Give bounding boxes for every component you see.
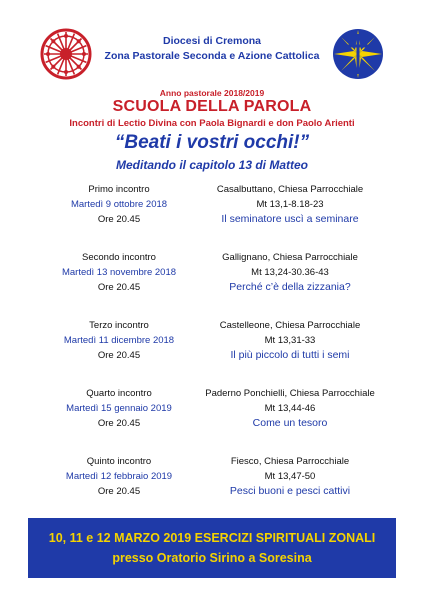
event-list <box>0 182 424 522</box>
event-theme: Pesci buoni e pesci cattivi <box>229 485 351 497</box>
event-label: Quinto incontro <box>86 456 152 467</box>
event-time: Ore 20.45 <box>97 418 141 429</box>
event-place: Casalbuttano, Chiesa Parrocchiale <box>216 184 364 195</box>
diocese-name: Diocesi di Cremona <box>162 35 262 47</box>
meditation-theme: Meditando il capitolo 13 di Matteo <box>115 158 308 172</box>
event-reference: Mt 13,31-33 <box>264 335 316 346</box>
event-label: Primo incontro <box>88 184 150 195</box>
event-item <box>0 250 424 318</box>
event-theme: Il più piccolo di tutti i semi <box>230 349 350 361</box>
event-place: Gallignano, Chiesa Parrocchiale <box>222 252 358 263</box>
event-item <box>0 318 424 386</box>
motto-quote: “Beati i vostri occhi!” <box>114 132 310 153</box>
event-date: Martedì 13 novembre 2018 <box>61 267 177 278</box>
event-place: Castelleone, Chiesa Parrocchiale <box>219 320 361 331</box>
event-reference: Mt 13,47-50 <box>264 471 316 482</box>
event-time: Ore 20.45 <box>97 350 141 361</box>
event-item <box>0 386 424 454</box>
event-theme: Il seminatore uscì a seminare <box>221 213 359 225</box>
retreat-dates: 10, 11 e 12 MARZO 2019 ESERCIZI SPIRITUALI ZONALI <box>48 531 376 545</box>
event-theme: Come un tesoro <box>252 417 328 429</box>
page-subtitle: Incontri di Lectio Divina con Paola Bignardi e don Paolo Arienti <box>69 118 355 129</box>
zone-name: Zona Pastorale Seconda e Azione Cattolica <box>104 50 320 62</box>
page-title: SCUOLA DELLA PAROLA <box>112 98 312 115</box>
retreat-location: presso Oratorio Sirino a Soresina <box>112 551 312 565</box>
event-reference: Mt 13,1-8.18-23 <box>256 199 324 210</box>
header <box>0 34 424 64</box>
event-date: Martedì 9 ottobre 2018 <box>70 199 168 210</box>
event-label: Secondo incontro <box>82 252 156 263</box>
event-item <box>0 454 424 522</box>
event-date: Martedì 12 febbraio 2019 <box>65 471 173 482</box>
event-time: Ore 20.45 <box>97 486 141 497</box>
retreat-banner <box>28 518 396 578</box>
event-place: Fiesco, Chiesa Parrocchiale <box>230 456 350 467</box>
event-reference: Mt 13,24-30.36-43 <box>251 267 329 278</box>
event-label: Terzo incontro <box>89 320 149 331</box>
pastoral-year: Anno pastorale 2018/2019 <box>159 88 265 98</box>
event-label: Quarto incontro <box>86 388 152 399</box>
event-place: Paderno Ponchielli, Chiesa Parrocchiale <box>205 388 375 399</box>
event-time: Ore 20.45 <box>97 214 141 225</box>
event-time: Ore 20.45 <box>97 282 141 293</box>
event-reference: Mt 13,44-46 <box>264 403 316 414</box>
event-item <box>0 182 424 250</box>
event-date: Martedì 11 dicembre 2018 <box>63 335 175 346</box>
event-date: Martedì 15 gennaio 2019 <box>66 403 172 414</box>
event-theme: Perché c’è della zizzania? <box>229 281 351 293</box>
